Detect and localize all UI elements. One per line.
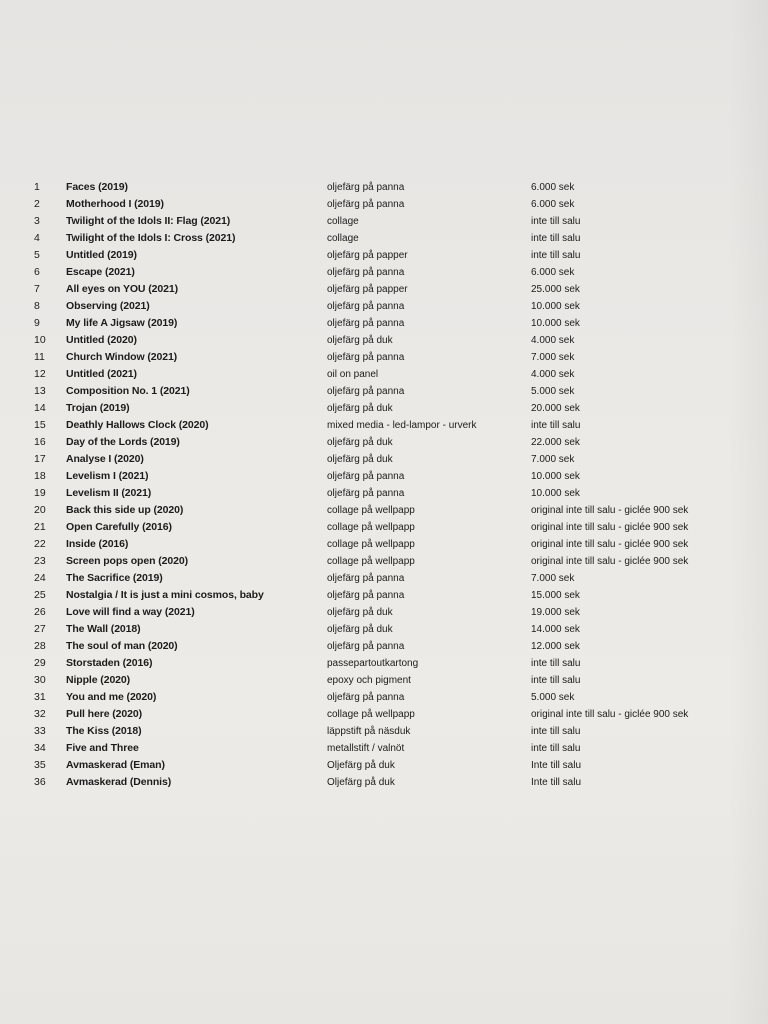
artwork-list <box>0 179 768 791</box>
artwork-title: Screen pops open (2020) <box>66 555 188 567</box>
artwork-price: 15.000 sek <box>531 590 580 601</box>
artwork-number: 15 <box>34 419 46 431</box>
artwork-medium: metallstift / valnöt <box>327 743 405 754</box>
artwork-title: My life A Jigsaw (2019) <box>66 317 178 329</box>
artwork-price: 19.000 sek <box>531 607 580 618</box>
artwork-title: Deathly Hallows Clock (2020) <box>66 419 209 431</box>
artwork-medium: Oljefärg på duk <box>327 777 395 788</box>
artwork-row <box>0 723 768 740</box>
artwork-medium: oljefärg på panna <box>327 301 405 312</box>
artwork-title: Trojan (2019) <box>66 402 130 414</box>
artwork-row <box>0 621 768 638</box>
artwork-row <box>0 196 768 213</box>
artwork-row <box>0 400 768 417</box>
artwork-medium: oljefärg på papper <box>327 250 408 261</box>
artwork-price: original inte till salu - giclée 900 sek <box>531 505 689 516</box>
artwork-medium: epoxy och pigment <box>327 675 411 686</box>
artwork-title: The Sacrifice (2019) <box>66 572 163 584</box>
artwork-title: Analyse I (2020) <box>66 453 144 465</box>
artwork-row <box>0 570 768 587</box>
artwork-row <box>0 298 768 315</box>
artwork-number: 7 <box>34 283 40 295</box>
artwork-title: Five and Three <box>66 742 139 754</box>
artwork-number: 31 <box>34 691 46 703</box>
artwork-number: 12 <box>34 368 46 380</box>
artwork-title: Untitled (2021) <box>66 368 137 380</box>
artwork-price: inte till salu <box>531 743 581 754</box>
artwork-price: inte till salu <box>531 675 581 686</box>
artwork-medium: oil on panel <box>327 369 379 380</box>
artwork-number: 23 <box>34 555 46 567</box>
artwork-price: 6.000 sek <box>531 267 575 278</box>
artwork-price: 10.000 sek <box>531 318 580 329</box>
artwork-medium: läppstift på näsduk <box>327 726 411 737</box>
artwork-title: Motherhood I (2019) <box>66 198 164 210</box>
artwork-medium: collage på wellpapp <box>327 505 415 516</box>
artwork-medium: oljefärg på panna <box>327 488 405 499</box>
artwork-medium: collage på wellpapp <box>327 522 415 533</box>
artwork-medium: collage på wellpapp <box>327 539 415 550</box>
artwork-price: original inte till salu - giclée 900 sek <box>531 556 689 567</box>
artwork-title: Faces (2019) <box>66 181 128 193</box>
artwork-price: 6.000 sek <box>531 182 575 193</box>
artwork-medium: oljefärg på panna <box>327 590 405 601</box>
artwork-medium: oljefärg på panna <box>327 471 405 482</box>
artwork-price: original inte till salu - giclée 900 sek <box>531 522 689 533</box>
artwork-medium: oljefärg på panna <box>327 641 405 652</box>
artwork-number: 13 <box>34 385 46 397</box>
artwork-price: 20.000 sek <box>531 403 580 414</box>
artwork-title: Twilight of the Idols I: Cross (2021) <box>66 232 236 244</box>
artwork-title: The Kiss (2018) <box>66 725 142 737</box>
artwork-medium: oljefärg på duk <box>327 403 393 414</box>
artwork-price: inte till salu <box>531 420 581 431</box>
artwork-title: Escape (2021) <box>66 266 135 278</box>
artwork-title: Nipple (2020) <box>66 674 131 686</box>
artwork-row <box>0 315 768 332</box>
artwork-number: 32 <box>34 708 46 720</box>
artwork-medium: oljefärg på panna <box>327 573 405 584</box>
artwork-row <box>0 434 768 451</box>
artwork-price: inte till salu <box>531 216 581 227</box>
artwork-medium: mixed media - led-lampor - urverk <box>327 420 477 431</box>
artwork-number: 26 <box>34 606 46 618</box>
artwork-title: Pull here (2020) <box>66 708 143 720</box>
artwork-number: 30 <box>34 674 46 686</box>
artwork-medium: oljefärg på panna <box>327 199 405 210</box>
artwork-price: 7.000 sek <box>531 573 575 584</box>
artwork-number: 3 <box>34 215 40 227</box>
artwork-number: 6 <box>34 266 40 278</box>
artwork-medium: oljefärg på duk <box>327 624 393 635</box>
artwork-medium: passepartoutkartong <box>327 658 419 669</box>
artwork-medium: collage på wellpapp <box>327 709 415 720</box>
artwork-title: Love will find a way (2021) <box>66 606 195 618</box>
artwork-price: 25.000 sek <box>531 284 580 295</box>
artwork-title: You and me (2020) <box>66 691 157 703</box>
artwork-row <box>0 689 768 706</box>
artwork-number: 20 <box>34 504 46 516</box>
artwork-medium: collage på wellpapp <box>327 556 415 567</box>
artwork-price: 5.000 sek <box>531 386 575 397</box>
artwork-row <box>0 519 768 536</box>
artwork-title: Back this side up (2020) <box>66 504 184 516</box>
artwork-row <box>0 179 768 196</box>
artwork-title: Church Window (2021) <box>66 351 178 363</box>
artwork-number: 14 <box>34 402 46 414</box>
artwork-row <box>0 349 768 366</box>
artwork-price: inte till salu <box>531 233 581 244</box>
artwork-medium: collage <box>327 216 359 227</box>
artwork-price: inte till salu <box>531 726 581 737</box>
artwork-number: 21 <box>34 521 46 533</box>
artwork-number: 28 <box>34 640 46 652</box>
artwork-row <box>0 451 768 468</box>
artwork-price: 10.000 sek <box>531 488 580 499</box>
artwork-medium: oljefärg på duk <box>327 437 393 448</box>
artwork-price: 14.000 sek <box>531 624 580 635</box>
artwork-title: Twilight of the Idols II: Flag (2021) <box>66 215 231 227</box>
artwork-row <box>0 757 768 774</box>
artwork-number: 18 <box>34 470 46 482</box>
artwork-row <box>0 740 768 757</box>
artwork-row <box>0 485 768 502</box>
artwork-medium: oljefärg på duk <box>327 454 393 465</box>
artwork-row <box>0 587 768 604</box>
artwork-medium: oljefärg på duk <box>327 335 393 346</box>
artwork-medium: oljefärg på duk <box>327 607 393 618</box>
artwork-number: 1 <box>34 181 40 193</box>
artwork-title: The Wall (2018) <box>66 623 141 635</box>
artwork-title: Untitled (2019) <box>66 249 137 261</box>
artwork-medium: oljefärg på panna <box>327 692 405 703</box>
artwork-number: 34 <box>34 742 46 754</box>
artwork-medium: oljefärg på panna <box>327 182 405 193</box>
artwork-title: Untitled (2020) <box>66 334 137 346</box>
artwork-number: 27 <box>34 623 46 635</box>
artwork-title: Composition No. 1 (2021) <box>66 385 190 397</box>
artwork-medium: Oljefärg på duk <box>327 760 395 771</box>
artwork-number: 35 <box>34 759 46 771</box>
artwork-number: 19 <box>34 487 46 499</box>
artwork-medium: oljefärg på panna <box>327 386 405 397</box>
artwork-price: 10.000 sek <box>531 471 580 482</box>
artwork-title: All eyes on YOU (2021) <box>66 283 178 295</box>
artwork-number: 36 <box>34 776 46 788</box>
artwork-row <box>0 774 768 791</box>
artwork-number: 5 <box>34 249 40 261</box>
artwork-number: 33 <box>34 725 46 737</box>
artwork-row <box>0 230 768 247</box>
artwork-price: original inte till salu - giclée 900 sek <box>531 539 689 550</box>
artwork-row <box>0 383 768 400</box>
artwork-number: 4 <box>34 232 40 244</box>
artwork-price: 4.000 sek <box>531 369 575 380</box>
artwork-price: 7.000 sek <box>531 454 575 465</box>
artwork-title: Open Carefully (2016) <box>66 521 172 533</box>
artwork-row <box>0 604 768 621</box>
artwork-row <box>0 247 768 264</box>
artwork-title: Day of the Lords (2019) <box>66 436 180 448</box>
artwork-title: Nostalgia / It is just a mini cosmos, baby <box>66 589 264 601</box>
artwork-medium: oljefärg på papper <box>327 284 408 295</box>
artwork-number: 24 <box>34 572 46 584</box>
artwork-price: inte till salu <box>531 250 581 261</box>
artwork-price: inte till salu <box>531 658 581 669</box>
artwork-number: 8 <box>34 300 40 312</box>
artwork-title: Avmaskerad (Dennis) <box>66 776 172 788</box>
artwork-row <box>0 213 768 230</box>
artwork-row <box>0 468 768 485</box>
artwork-medium: oljefärg på panna <box>327 267 405 278</box>
artwork-price: 6.000 sek <box>531 199 575 210</box>
artwork-number: 16 <box>34 436 46 448</box>
artwork-price: Inte till salu <box>531 760 582 771</box>
artwork-row <box>0 655 768 672</box>
artwork-number: 29 <box>34 657 46 669</box>
artwork-number: 17 <box>34 453 46 465</box>
artwork-medium: collage <box>327 233 359 244</box>
artwork-row <box>0 332 768 349</box>
artwork-title: Avmaskerad (Eman) <box>66 759 165 771</box>
artwork-row <box>0 638 768 655</box>
artwork-row <box>0 366 768 383</box>
artwork-price: original inte till salu - giclée 900 sek <box>531 709 689 720</box>
artwork-row <box>0 264 768 281</box>
artwork-row <box>0 536 768 553</box>
artwork-price: 5.000 sek <box>531 692 575 703</box>
artwork-row <box>0 281 768 298</box>
artwork-row <box>0 417 768 434</box>
artwork-title: The soul of man (2020) <box>66 640 178 652</box>
artwork-title: Levelism II (2021) <box>66 487 152 499</box>
artwork-number: 10 <box>34 334 46 346</box>
artwork-row <box>0 672 768 689</box>
artwork-title: Inside (2016) <box>66 538 129 550</box>
artwork-number: 22 <box>34 538 46 550</box>
artwork-price: 10.000 sek <box>531 301 580 312</box>
artwork-title: Storstaden (2016) <box>66 657 153 669</box>
artwork-price: Inte till salu <box>531 777 582 788</box>
artwork-row <box>0 502 768 519</box>
artwork-number: 2 <box>34 198 40 210</box>
artwork-number: 9 <box>34 317 40 329</box>
artwork-price: 12.000 sek <box>531 641 580 652</box>
artwork-row <box>0 553 768 570</box>
artwork-number: 11 <box>34 351 45 363</box>
artwork-title: Levelism I (2021) <box>66 470 149 482</box>
artwork-price: 22.000 sek <box>531 437 580 448</box>
artwork-row <box>0 706 768 723</box>
artwork-price: 4.000 sek <box>531 335 575 346</box>
artwork-medium: oljefärg på panna <box>327 352 405 363</box>
artwork-title: Observing (2021) <box>66 300 150 312</box>
artwork-price: 7.000 sek <box>531 352 575 363</box>
artwork-medium: oljefärg på panna <box>327 318 405 329</box>
artwork-number: 25 <box>34 589 46 601</box>
